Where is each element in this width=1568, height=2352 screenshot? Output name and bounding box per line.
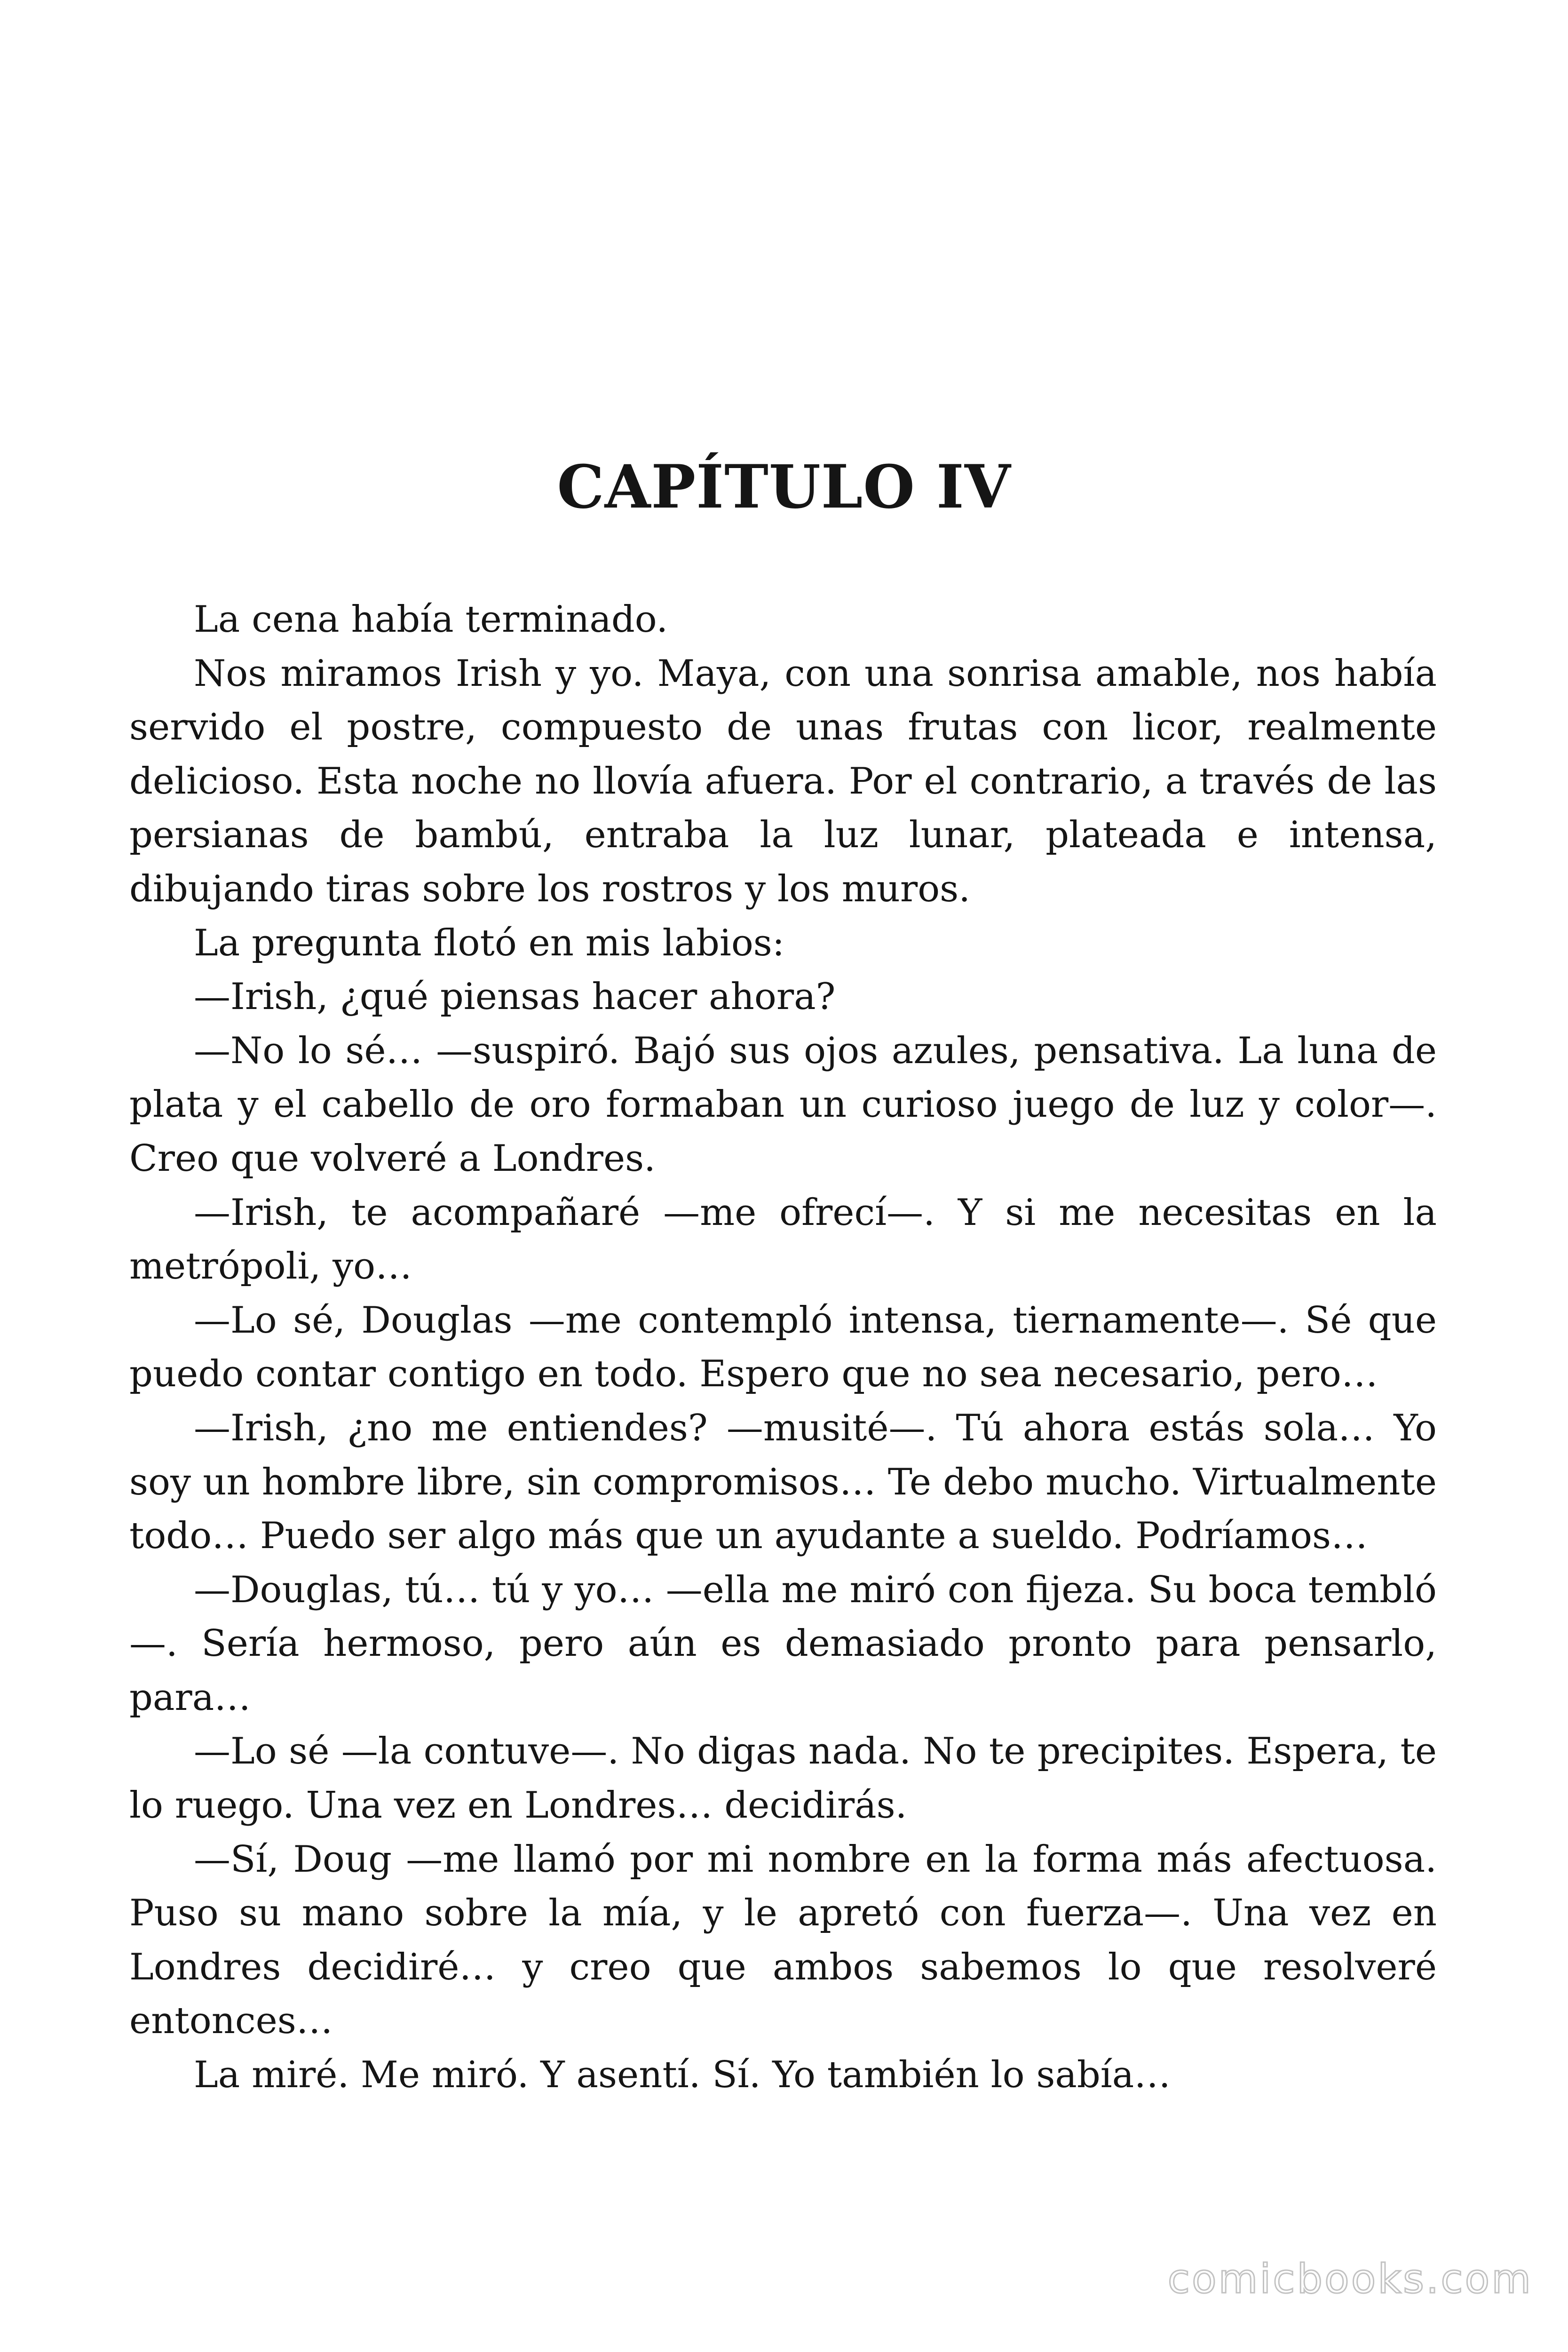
paragraph: Nos miramos Irish y yo. Maya, con una sonrisa amable, nos había servido el postre, compuesto de unas frutas con licor, realmente delicioso. Esta noche no llovía afuera. Por el contrario, a través de las persianas de bambú, entraba la luz lunar, plateada e intensa, dibujando tiras sobre los rostros y los muros. <box>129 652 1437 910</box>
paragraph: —Sí, Doug —me llamó por mi nombre en la forma más afectuosa. Puso su mano sobre la mía, y le apretó con fuerza—. Una vez en Londres decidiré… y creo que ambos sabemos lo que resolveré entonces… <box>129 1838 1437 2042</box>
paragraph: —Irish, ¿no me entiendes? —musité—. Tú ahora estás sola… Yo soy un hombre libre, sin compromisos… Te debo mucho. Virtualmente todo… Puedo ser algo más que un ayudante a sueldo. Podríamos… <box>129 1406 1437 1557</box>
paragraph: —No lo sé… —suspiró. Bajó sus ojos azules, pensativa. La luna de plata y el cabello de oro formaban un curioso juego de luz y color—. Creo que volveré a Londres. <box>129 1029 1437 1180</box>
chapter-title: CAPÍTULO IV <box>557 452 1011 522</box>
paragraph: La pregunta flotó en mis labios: <box>194 922 785 964</box>
paragraph: —Lo sé, Douglas —me contempló intensa, tiernamente—. Sé que puedo contar contigo en todo. Espero que no sea necesario, pero… <box>129 1299 1437 1396</box>
watermark: comicbooks.com <box>1167 2256 1533 2303</box>
paragraph: —Lo sé —la contuve—. No digas nada. No te precipites. Espera, te lo ruego. Una vez en Londres… decidirás. <box>129 1730 1437 1827</box>
paragraph: —Irish, ¿qué piensas hacer ahora? <box>194 976 836 1018</box>
paragraph: La miré. Me miró. Y asentí. Sí. Yo también lo sabía… <box>194 2054 1171 2097</box>
paragraph: La cena había terminado. <box>194 598 668 641</box>
body-text <box>129 593 1437 2102</box>
paragraph: —Douglas, tú… tú y yo… —ella me miró con fijeza. Su boca tembló—. Sería hermoso, pero aún es demasiado pronto para pensarlo, para… <box>129 1568 1437 1719</box>
paragraph: —Irish, te acompañaré —me ofrecí—. Y si me necesitas en la metrópoli, yo… <box>129 1191 1437 1288</box>
